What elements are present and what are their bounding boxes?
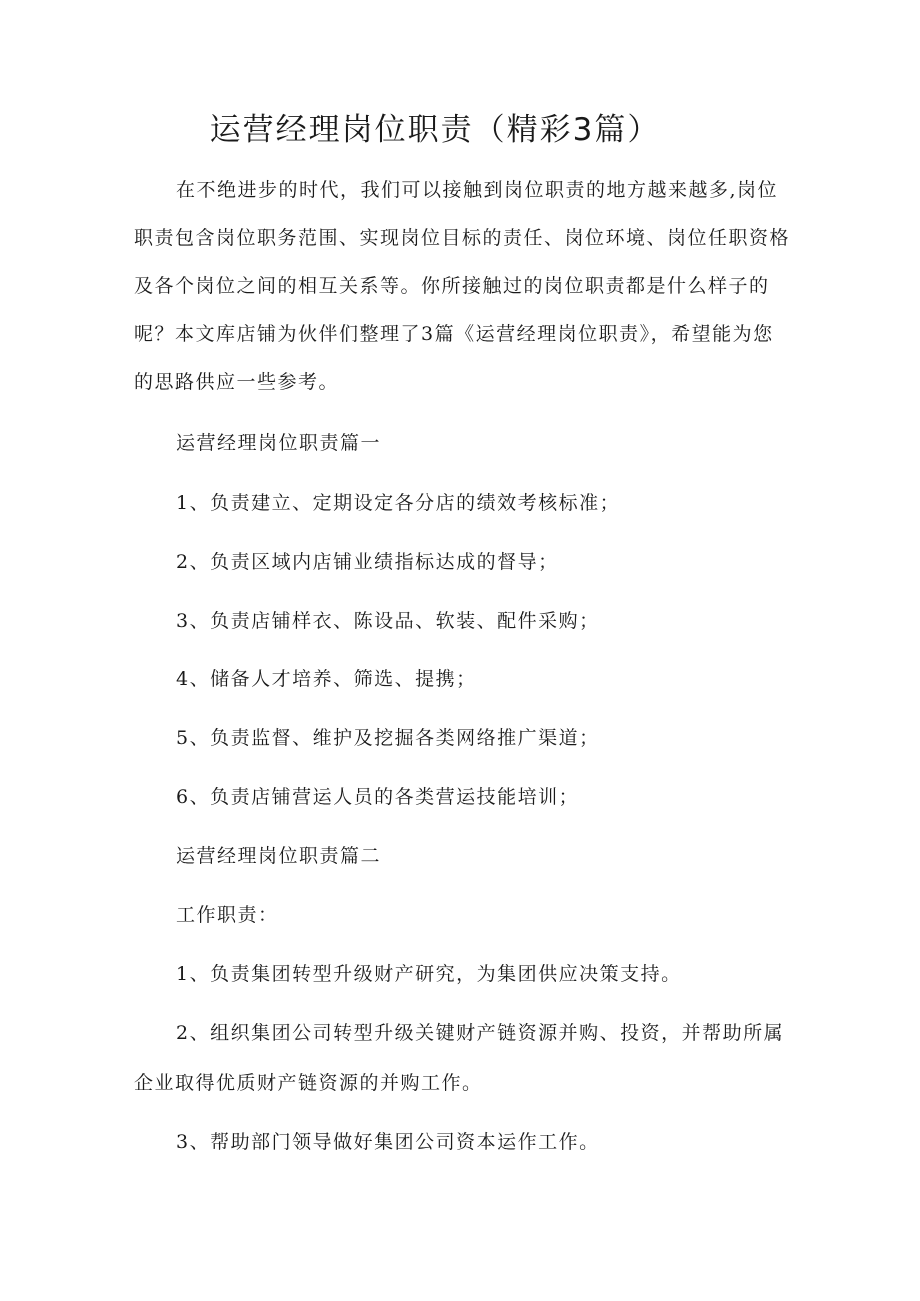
section1-item: 1、负责建立、定期设定各分店的绩效考核标准；: [176, 492, 621, 514]
section1-item: 3、负责店铺样衣、陈设品、软装、配件采购；: [176, 610, 600, 632]
intro-paragraph: [134, 166, 791, 406]
section2-item-continued: 企业取得优质财产链资源的并购工作。: [134, 1072, 483, 1094]
intro-line: 的思路供应一些参考。: [134, 371, 340, 393]
section1-item: 5、负责监督、维护及挖掘各类网络推广渠道；: [176, 727, 600, 749]
intro-line: 在不绝进步的时代，我们可以接触到岗位职责的地方越来越多,岗位: [176, 179, 779, 201]
section1-item: 4、储备人才培养、筛选、提携；: [176, 668, 477, 690]
section1-heading: 运营经理岗位职责篇一: [176, 432, 382, 454]
intro-line: 及各个岗位之间的相互关系等。你所接触过的岗位职责都是什么样子的: [134, 275, 770, 297]
document-title: 运营经理岗位职责（精彩3篇）: [209, 112, 661, 148]
section1-item: 2、负责区域内店铺业绩指标达成的督导；: [176, 551, 559, 573]
section2-item: 2、组织集团公司转型升级关键财产链资源并购、投资，并帮助所属: [176, 1022, 785, 1044]
section2-subheading: 工作职责：: [176, 904, 279, 926]
section2-heading: 运营经理岗位职责篇二: [176, 845, 382, 867]
section2-item: 3、帮助部门领导做好集团公司资本运作工作。: [176, 1131, 600, 1153]
intro-line: 职责包含岗位职务范围、实现岗位目标的责任、岗位环境、岗位任职资格: [134, 227, 791, 249]
section2-item: 1、负责集团转型升级财产研究，为集团供应决策支持。: [176, 963, 682, 985]
section1-item: 6、负责店铺营运人员的各类营运技能培训；: [176, 786, 580, 808]
intro-line: 呢？本文库店铺为伙伴们整理了3篇《运营经理岗位职责》，希望能为您: [134, 323, 774, 345]
